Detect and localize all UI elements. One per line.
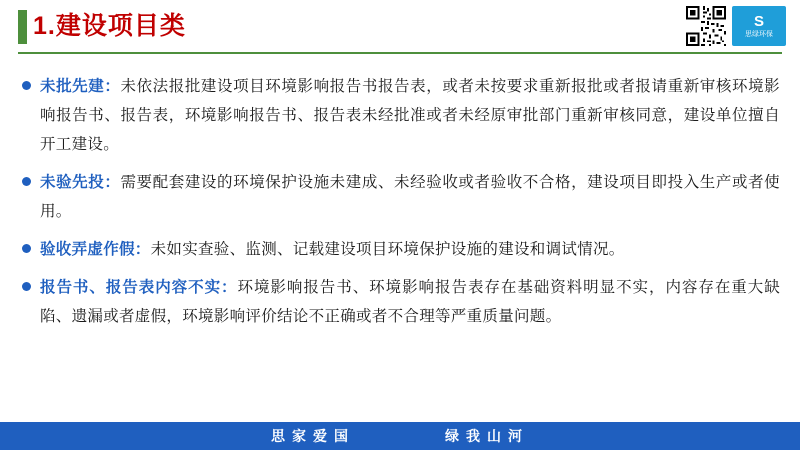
footer-left-text: 思家爱国	[271, 428, 355, 444]
bullet-list	[22, 72, 780, 340]
list-item	[22, 235, 780, 264]
header-divider	[18, 52, 782, 54]
page-title: 1.建设项目类	[33, 12, 186, 40]
list-item-body: 需要配套建设的环境保护设施未建成、未经验收或者验收不合格，建设项目即投入生产或者使用。	[40, 174, 780, 220]
list-item-text	[40, 72, 780, 159]
list-item	[22, 72, 780, 159]
slide-header	[0, 0, 800, 58]
list-item-lead: 报告书、报告表内容不实：	[40, 279, 238, 296]
list-item-text	[40, 168, 780, 226]
footer-right-text: 绿我山河	[445, 428, 529, 444]
list-item	[22, 168, 780, 226]
logo-zone	[686, 6, 786, 46]
qr-code-icon	[686, 6, 726, 46]
bullet-dot-icon	[22, 177, 31, 186]
list-item-body: 未如实查验、监测、记载建设项目环境保护设施的建设和调试情况。	[150, 241, 625, 258]
brand-mark: S	[753, 12, 764, 30]
brand-text: 思绿环保	[745, 30, 773, 38]
list-item-text	[40, 235, 780, 264]
list-item-body: 环境影响报告书、环境影响报告表存在基础资料明显不实，内容存在重大缺陷、遗漏或者虚假，环境影响评价结论不正确或者不合理等严重质量问题。	[40, 279, 780, 325]
list-item-lead: 验收弄虚作假：	[40, 241, 151, 258]
bullet-dot-icon	[22, 282, 31, 291]
list-item	[22, 273, 780, 331]
bullet-dot-icon	[22, 244, 31, 253]
title-accent-bar	[18, 10, 27, 44]
list-item-lead: 未批先建：	[40, 78, 121, 95]
list-item-text	[40, 273, 780, 331]
slide-footer	[0, 422, 800, 450]
bullet-dot-icon	[22, 81, 31, 90]
list-item-lead: 未验先投：	[40, 174, 121, 191]
brand-logo	[732, 6, 786, 46]
list-item-body: 未依法报批建设项目环境影响报告书报告表，或者未按要求重新报批或者报请重新审核环境影响报告书、报告表，环境影响报告书、报告表未经批准或者未经原审批部门重新审核同意，建设单位擅自开工建设。	[40, 78, 780, 153]
